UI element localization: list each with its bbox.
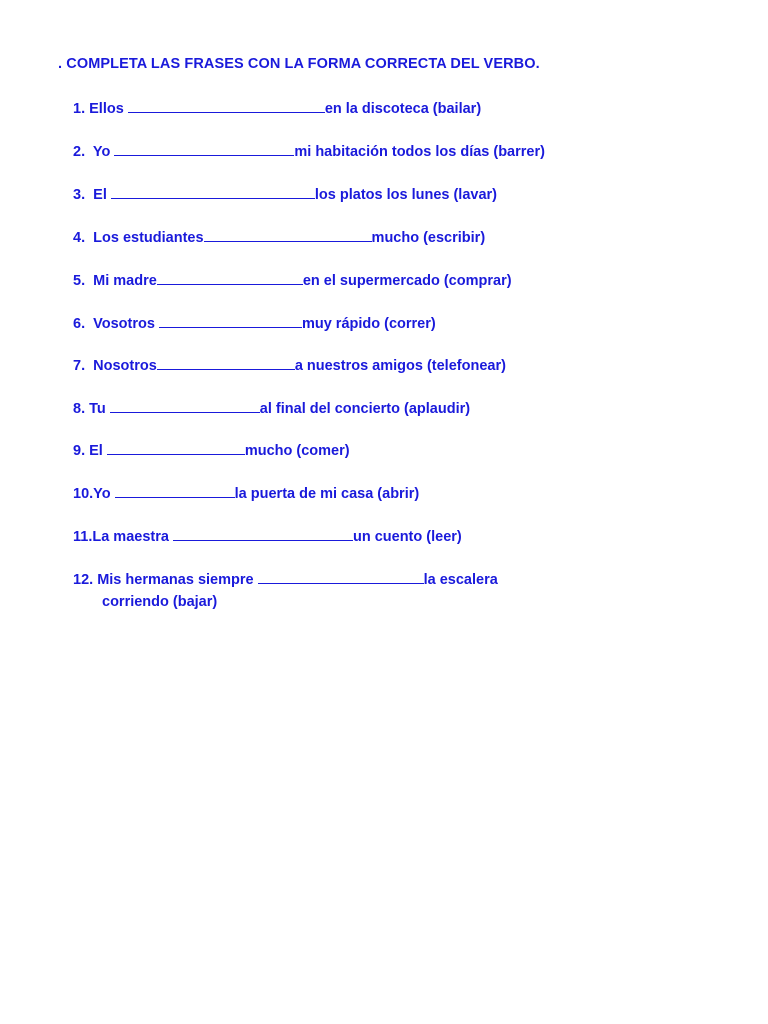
item-rest: muy rápido (correr): [301, 316, 436, 332]
item-subject: El: [93, 187, 107, 203]
item-number: 3.: [73, 187, 86, 203]
worksheet-title: . COMPLETA LAS FRASES CON LA FORMA CORRECTA DEL VERBO.: [58, 56, 540, 72]
answer-blank[interactable]: [110, 400, 260, 413]
exercise-item-1: [73, 100, 481, 117]
item-number: 9.: [73, 443, 86, 459]
exercise-item-7: [73, 357, 506, 374]
exercise-item-3: [73, 186, 497, 203]
item-subject: Vosotros: [93, 316, 155, 332]
item-rest: los platos los lunes (lavar): [314, 187, 497, 203]
item-number: 7.: [73, 358, 86, 374]
exercise-item-12: [73, 571, 498, 588]
item-rest: a nuestros amigos (telefonear): [294, 358, 506, 374]
exercise-item-6: [73, 315, 436, 332]
exercise-item-4: [73, 229, 485, 246]
answer-blank[interactable]: [107, 442, 245, 455]
answer-blank[interactable]: [115, 485, 235, 498]
item-subject: Ellos: [89, 101, 124, 117]
item-rest: la puerta de mi casa (abrir): [234, 486, 420, 502]
item-subject: Los estudiantes: [93, 230, 204, 246]
item-number: 12.: [73, 572, 94, 588]
item-number: 2.: [73, 144, 86, 160]
answer-blank[interactable]: [114, 143, 294, 156]
exercise-item-11: [73, 528, 462, 545]
item-rest: en la discoteca (bailar): [324, 101, 482, 117]
item-rest: en el supermercado (comprar): [302, 273, 512, 289]
item-number: 11.: [73, 529, 93, 545]
item-subject: La maestra: [92, 529, 169, 545]
item-rest: mucho (escribir): [371, 230, 486, 246]
item-subject: Tu: [89, 401, 106, 417]
item-number: 10.: [73, 486, 94, 502]
item-number: 8.: [73, 401, 86, 417]
answer-blank[interactable]: [128, 100, 325, 113]
item-number: 6.: [73, 316, 86, 332]
answer-blank[interactable]: [159, 315, 302, 328]
exercise-item-10: [73, 485, 419, 502]
item-rest: mi habitación todos los días (barrer): [294, 144, 545, 160]
item-subject: Mi madre: [93, 273, 157, 289]
answer-blank[interactable]: [204, 229, 372, 242]
item-rest: mucho (comer): [244, 443, 350, 459]
answer-blank[interactable]: [258, 571, 424, 584]
item-subject: Yo: [93, 486, 111, 502]
answer-blank[interactable]: [157, 272, 303, 285]
exercise-item-5: [73, 272, 512, 289]
item-number: 4.: [73, 230, 86, 246]
item-rest: la escalera: [423, 572, 498, 588]
exercise-item-2: [73, 143, 545, 160]
item-rest: al final del concierto (aplaudir): [259, 401, 471, 417]
item-subject: Mis hermanas siempre: [97, 572, 254, 588]
answer-blank[interactable]: [157, 357, 295, 370]
exercise-item-9: [73, 442, 350, 459]
exercise-item-8: [73, 400, 470, 417]
item-subject: El: [89, 443, 103, 459]
answer-blank[interactable]: [111, 186, 315, 199]
item-subject: Yo: [92, 144, 111, 160]
answer-blank[interactable]: [173, 528, 353, 541]
item-number: 1.: [73, 101, 86, 117]
item-rest: un cuento (leer): [352, 529, 462, 545]
item-subject: Nosotros: [93, 358, 157, 374]
exercise-item-12-continuation: corriendo (bajar): [102, 594, 218, 610]
item-number: 5.: [73, 273, 86, 289]
